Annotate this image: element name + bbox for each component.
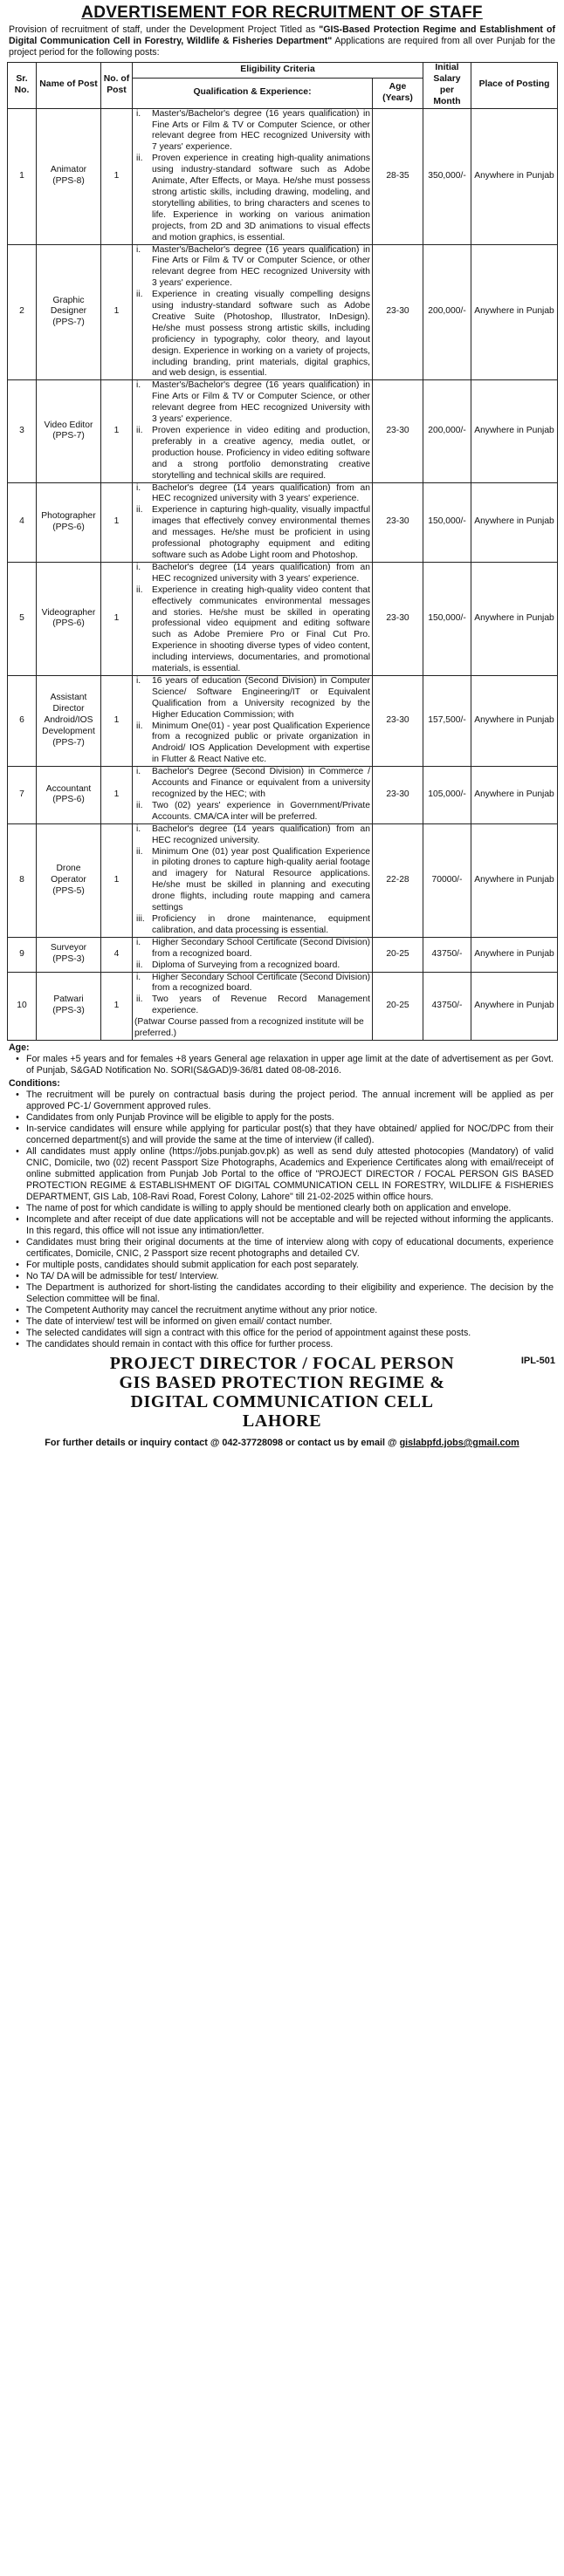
bullet-icon: • [16, 1202, 19, 1213]
qualification-item [134, 914, 370, 937]
cell-age: 23-30 [373, 482, 423, 562]
cell-salary: 157,500/- [423, 675, 471, 766]
qualification-note: (Patwar Course passed from a recognized institute will be preferred.) [134, 1017, 364, 1039]
cell-age: 23-30 [373, 244, 423, 380]
table-row [8, 823, 558, 937]
cell-salary: 43750/- [423, 937, 471, 972]
cell-salary: 70000/- [423, 823, 471, 937]
post-scale: (PPS-6) [52, 522, 85, 532]
post-name: Photographer [41, 510, 96, 521]
age-text: For males +5 years and for females +8 years General age relaxation in upper age limit at the date of advertisement as per Govt. of Punjab, S&GAD Notification No. SORI(S&GAD)9-36/81 dated 08-08-2016. [26, 1053, 554, 1076]
condition-text: The Department is authorized for short-listing the candidates according to their eligibility and experience. The decision by the Selection committee will be final. [26, 1281, 554, 1304]
contact-prefix: For further details or inquiry contact @ 042-37728098 or contact us by email @ [45, 1437, 400, 1448]
item-number: i. [136, 380, 141, 391]
cell-age: 23-30 [373, 562, 423, 675]
bullet-icon: • [16, 1111, 19, 1123]
item-number: ii. [136, 960, 143, 970]
qualification-list [134, 824, 370, 937]
intro-paragraph [0, 24, 564, 62]
bullet-icon: • [16, 1338, 19, 1349]
qualification-item [134, 767, 370, 801]
qualification-item [134, 505, 370, 562]
conditions-heading: Conditions: [9, 1077, 60, 1089]
item-number: i. [136, 823, 141, 834]
table-row [8, 972, 558, 1040]
item-text: Bachelor's degree (14 years qualification) from an HEC recognized university. [152, 823, 370, 845]
cell-sr: 4 [8, 482, 37, 562]
post-scale: (PPS-5) [52, 885, 85, 896]
cell-sr: 5 [8, 562, 37, 675]
cell-place: Anywhere in Punjab [471, 108, 558, 244]
item-number: i. [136, 675, 141, 686]
age-section [0, 1042, 564, 1350]
item-text: Proven experience in creating high-quality animations using industry-standard software such as Adobe Animate, After Effects, or Maya. He/she must possess strong artistic skills, including drawing, modeling, and storytelling abilities, to bring characters and scenes to life. Experience in working on various animation projects, from 2D and 3D animations to visual effects and motion graphics, is essential. [152, 154, 370, 243]
qualification-list [134, 380, 370, 482]
qualification-list [134, 109, 370, 244]
item-text: Experience in creating high-quality video content that effectively communicates environmental messages and stories. He/she must be skilled in operating professional video equipment and editing software such as Adobe Premiere Pro or Final Cut Pro. Experience in shooting diverse types of video content, including interviews, documentaries, and promotional materials, is essential. [152, 584, 370, 674]
cell-age: 22-28 [373, 823, 423, 937]
age-item [9, 1054, 554, 1076]
qualification-item [134, 824, 370, 847]
item-text: Master's/Bachelor's degree (16 years qualification) in Fine Arts or Film & TV or Computer Science, or other relevant degree from HEC recognized University with 3 years' experience. [152, 244, 370, 289]
table-row [8, 562, 558, 675]
cell-place: Anywhere in Punjab [471, 937, 558, 972]
item-number: ii. [136, 846, 143, 857]
cell-qualification [133, 823, 373, 937]
item-number: iii. [136, 913, 145, 924]
footer-line4: LAHORE [242, 1411, 322, 1431]
ipl-code: IPL-501 [520, 1355, 555, 1366]
table-row [8, 380, 558, 482]
bullet-icon: • [16, 1315, 19, 1327]
post-scale: (PPS-6) [52, 618, 85, 629]
bullet-icon: • [16, 1053, 19, 1064]
cell-salary: 200,000/- [423, 380, 471, 482]
bullet-icon: • [16, 1327, 19, 1338]
condition-item [9, 1112, 554, 1124]
post-scale: (PPS-7) [52, 431, 85, 441]
item-text: Two (02) years' experience in Government/Private Accounts. CMA/CA inter will be preferred. [152, 800, 370, 822]
item-text: Master's/Bachelor's degree (16 years qualification) in Fine Arts or Film & TV or Computer Science, or other relevant degree from HEC recognized University with 3 years' experience. [152, 380, 370, 425]
post-scale: (PPS-6) [52, 795, 85, 805]
header-post: Name of Post [37, 63, 101, 109]
qualification-item [134, 973, 370, 995]
item-text: Higher Secondary School Certificate (Second Division) from a recognized board. [152, 937, 370, 959]
qualification-list [134, 483, 370, 562]
header-num: No. of Post [101, 63, 133, 109]
header-eligibility: Eligibility Criteria [133, 63, 423, 79]
condition-text: All candidates must apply online (https://jobs.punjab.gov.pk) as well as send duly attested photocopies (Mandatory) of valid CNIC, Domicile, two (02) recent Passport Size Photographs, Academics and Experience Certificates along with email/receipt of online submitted application from Punjab Job Portal to the office of "PROJECT DIRECTOR / FOCAL PERSON GIS BASED PROTECTION REGIME & ESTABLISHMENT OF DIGITAL COMMUNICATION CELL IN FORESTRY, WILDLIFE & FISHERIES DEPARTMENT, GIS Lab, 108-Ravi Road, Forest Colony, Lahore" till 21-02-2025 within office hours. [26, 1145, 554, 1202]
bullet-icon: • [16, 1145, 19, 1157]
cell-qualification [133, 675, 373, 766]
cell-num: 1 [101, 823, 133, 937]
item-text: Diploma of Surveying from a recognized board. [152, 960, 340, 970]
table-row [8, 244, 558, 380]
qualification-item [134, 563, 370, 585]
bullet-icon: • [16, 1123, 19, 1134]
qualification-list [134, 938, 370, 972]
qualification-item [134, 847, 370, 914]
item-text: Bachelor's degree (14 years qualification) from an HEC recognized university with 3 years' experience. [152, 482, 370, 504]
post-name: Drone Operator [51, 863, 86, 885]
item-text: Master's/Bachelor's degree (16 years qualification) in Fine Arts or Film & TV or Computer Science, or other relevant degree from HEC recognized University with 7 years' experience. [152, 108, 370, 153]
condition-item [9, 1271, 554, 1282]
cell-age: 23-30 [373, 380, 423, 482]
qualification-list [134, 973, 370, 1018]
header-salary: Initial Salary per Month [423, 63, 471, 109]
condition-item [9, 1214, 554, 1237]
table-row [8, 937, 558, 972]
item-number: i. [136, 244, 141, 255]
condition-text: The name of post for which candidate is willing to apply should be mentioned clearly both on application and envelope. [26, 1202, 512, 1213]
cell-place: Anywhere in Punjab [471, 562, 558, 675]
cell-place: Anywhere in Punjab [471, 244, 558, 380]
cell-salary: 105,000/- [423, 767, 471, 824]
cell-age: 20-25 [373, 937, 423, 972]
qualification-list [134, 245, 370, 380]
item-text: Minimum One(01) - year post Qualification Experience from a recognized public or private organization in Android/ IOS Application Development with expertise in Flutter & React Native etc. [152, 721, 370, 765]
cell-num: 1 [101, 562, 133, 675]
item-text: Higher Secondary School Certificate (Second Division) from a recognized board. [152, 972, 370, 994]
cell-num: 1 [101, 767, 133, 824]
item-number: ii. [136, 290, 143, 300]
cell-post [37, 380, 101, 482]
condition-item [9, 1203, 554, 1214]
cell-sr: 7 [8, 767, 37, 824]
cell-qualification [133, 482, 373, 562]
footer [0, 1354, 564, 1431]
cell-post [37, 108, 101, 244]
footer-line2: GIS BASED PROTECTION REGIME & [119, 1372, 445, 1392]
cell-qualification [133, 767, 373, 824]
post-scale: (PPS-7) [52, 318, 85, 328]
condition-item [9, 1316, 554, 1328]
cell-post [37, 972, 101, 1040]
qualification-item [134, 721, 370, 767]
cell-qualification [133, 244, 373, 380]
qualification-item [134, 801, 370, 823]
post-name: Surveyor [50, 943, 87, 953]
bullet-icon: • [16, 1089, 19, 1100]
cell-place: Anywhere in Punjab [471, 972, 558, 1040]
header-age: Age (Years) [373, 78, 423, 108]
cell-sr: 2 [8, 244, 37, 380]
cell-place: Anywhere in Punjab [471, 767, 558, 824]
cell-sr: 10 [8, 972, 37, 1040]
item-number: ii. [136, 994, 143, 1005]
cell-place: Anywhere in Punjab [471, 482, 558, 562]
table-row [8, 108, 558, 244]
condition-item [9, 1124, 554, 1146]
posts-table [7, 62, 558, 1041]
post-name: Animator [50, 165, 87, 175]
cell-place: Anywhere in Punjab [471, 823, 558, 937]
cell-salary: 150,000/- [423, 482, 471, 562]
item-number: i. [136, 108, 141, 119]
condition-item [9, 1282, 554, 1305]
header-sr: Sr. No. [8, 63, 37, 109]
bullet-icon: • [16, 1281, 19, 1293]
cell-post [37, 244, 101, 380]
condition-item [9, 1090, 554, 1112]
item-number: ii. [136, 721, 143, 731]
cell-salary: 350,000/- [423, 108, 471, 244]
cell-sr: 6 [8, 675, 37, 766]
page-title: ADVERTISEMENT FOR RECRUITMENT OF STAFF [81, 3, 483, 22]
condition-item [9, 1146, 554, 1203]
condition-text: Candidates from only Punjab Province will be eligible to apply for the posts. [26, 1111, 334, 1123]
cell-sr: 1 [8, 108, 37, 244]
cell-num: 4 [101, 937, 133, 972]
cell-age: 23-30 [373, 675, 423, 766]
header-place: Place of Posting [471, 63, 558, 109]
post-name: Videographer [41, 607, 96, 618]
cell-place: Anywhere in Punjab [471, 675, 558, 766]
cell-num: 1 [101, 482, 133, 562]
qualification-item [134, 426, 370, 482]
condition-item [9, 1260, 554, 1271]
cell-post [37, 482, 101, 562]
condition-text: In-service candidates will ensure while applying for particular post(s) that they have obtained/ applied for NOC/DPC from their concerned department(s) and will provide the same at the time of interview (if called). [26, 1123, 554, 1145]
cell-qualification [133, 972, 373, 1040]
condition-text: The candidates should remain in contact with this office for further process. [26, 1338, 334, 1349]
contact-line [0, 1431, 564, 1448]
cell-sr: 9 [8, 937, 37, 972]
post-scale: (PPS-3) [52, 1006, 85, 1016]
footer-line1: PROJECT DIRECTOR / FOCAL PERSON [109, 1353, 455, 1373]
post-scale: (PPS-7) [52, 737, 85, 748]
age-heading: Age: [9, 1042, 30, 1053]
item-text: Experience in capturing high-quality, visually impactful images that effectively convey environmental themes and messages. He/she must be proficient in using professional photography equipment and editing software such as Adobe Light room and Photoshop. [152, 505, 370, 560]
item-text: Proficiency in drone maintenance, equipment calibration, and data processing is essential. [152, 913, 370, 935]
cell-salary: 150,000/- [423, 562, 471, 675]
cell-place: Anywhere in Punjab [471, 380, 558, 482]
qualification-item [134, 960, 370, 972]
table-row [8, 675, 558, 766]
cell-sr: 3 [8, 380, 37, 482]
item-text: Bachelor's degree (14 years qualification) from an HEC recognized university with 3 years' experience. [152, 562, 370, 584]
item-number: i. [136, 767, 141, 777]
qualification-item [134, 109, 370, 154]
table-body [8, 108, 558, 1040]
cell-salary: 200,000/- [423, 244, 471, 380]
qualification-item [134, 676, 370, 721]
intro-part1: Provision of recruitment of staff, under the Development Project Titled as [9, 24, 320, 35]
bullet-icon: • [16, 1236, 19, 1247]
post-name: Patwari [53, 994, 84, 1005]
item-text: Two years of Revenue Record Management experience. [152, 994, 370, 1016]
item-number: i. [136, 482, 141, 493]
cell-age: 23-30 [373, 767, 423, 824]
condition-item [9, 1237, 554, 1260]
cell-post [37, 675, 101, 766]
item-number: ii. [136, 800, 143, 810]
post-scale: (PPS-3) [52, 954, 85, 965]
item-number: i. [136, 562, 141, 572]
condition-text: For multiple posts, candidates should submit application for each post separately. [26, 1259, 359, 1270]
bullet-icon: • [16, 1304, 19, 1315]
condition-text: The date of interview/ test will be informed on given email/ contact number. [26, 1315, 333, 1327]
qualification-item [134, 483, 370, 506]
condition-text: The recruitment will be purely on contractual basis during the project period. The annual increment will be applied as per approved PC-1/ Government approved rules. [26, 1089, 554, 1111]
condition-item [9, 1339, 554, 1350]
footer-line3: DIGITAL COMMUNICATION CELL [130, 1391, 434, 1411]
bullet-icon: • [16, 1259, 19, 1270]
item-number: ii. [136, 154, 143, 164]
cell-num: 1 [101, 972, 133, 1040]
cell-qualification [133, 937, 373, 972]
cell-post [37, 937, 101, 972]
cell-age: 28-35 [373, 108, 423, 244]
condition-text: Incomplete and after receipt of due date applications will not be acceptable and will be rejected without informing the applicants. In this regard, this office will not issue any intimation/letter. [26, 1213, 554, 1236]
cell-post [37, 823, 101, 937]
cell-salary: 43750/- [423, 972, 471, 1040]
item-text: Proven experience in video editing and production, preferably in a creative agency, media outlet, or production house. Proficiency in video editing software and a strong portfolio demonstrating creative storytelling and technical skills are required. [152, 426, 370, 481]
item-text: 16 years of education (Second Division) in Computer Science/ Software Engineering/IT or Equivalent Qualification from a University recognized by the Higher Education Commission; with [152, 675, 370, 720]
qualification-item [134, 154, 370, 243]
condition-item [9, 1328, 554, 1339]
cell-num: 1 [101, 108, 133, 244]
cell-qualification [133, 562, 373, 675]
post-scale: (PPS-8) [52, 176, 85, 187]
qualification-list [134, 563, 370, 675]
item-text: Bachelor's Degree (Second Division) in Commerce / Accounts and Finance or equivalent from a university recognized by the HEC; with [152, 767, 370, 799]
cell-num: 1 [101, 675, 133, 766]
condition-text: Candidates must bring their original documents at the time of interview along with copy of educational documents, experience certificates, Domicile, CNIC, 2 Passport size recent photographs and detailed CV. [26, 1236, 554, 1259]
cell-num: 1 [101, 244, 133, 380]
header-qual: Qualification & Experience: [133, 78, 373, 108]
cell-qualification [133, 108, 373, 244]
post-name: Accountant [45, 783, 92, 794]
post-name: Assistant Director Android/IOS Development [42, 693, 95, 737]
table-row [8, 767, 558, 824]
table-row [8, 482, 558, 562]
post-name: Video Editor [44, 420, 93, 430]
intro-part2: Applications are required from all over Punjab for the project period for the following posts: [9, 36, 555, 58]
condition-item [9, 1305, 554, 1316]
qualification-item [134, 290, 370, 379]
item-number: ii. [136, 505, 143, 516]
cell-num: 1 [101, 380, 133, 482]
item-number: i. [136, 972, 141, 982]
condition-text: The Competent Authority may cancel the recruitment anytime without any prior notice. [26, 1304, 378, 1315]
intro-project-title: "GIS-Based Protection Regime and Establishment of Digital Communication Cell in Forestry, Wildlife & Fisheries Department" [9, 24, 555, 46]
cell-post [37, 562, 101, 675]
post-name: Graphic Designer [50, 295, 87, 317]
qualification-item [134, 585, 370, 675]
cell-age: 20-25 [373, 972, 423, 1040]
cell-sr: 8 [8, 823, 37, 937]
qualification-item [134, 994, 370, 1017]
item-number: i. [136, 937, 141, 947]
conditions-list [9, 1090, 554, 1350]
condition-text: The selected candidates will sign a contract with this office for the period of appointment against these posts. [26, 1327, 471, 1338]
qualification-list [134, 676, 370, 766]
cell-post [37, 767, 101, 824]
item-number: ii. [136, 426, 143, 435]
cell-qualification [133, 380, 373, 482]
qualification-item [134, 380, 370, 426]
item-text: Minimum One (01) year post Qualification Experience in piloting drones to capture high-quality aerial footage and imagery for Natural Resource applications. He/she must be skilled in planning and executing drone flights, including route mapping and camera settings [152, 846, 370, 913]
qualification-item [134, 245, 370, 290]
item-text: Experience in creating visually compelling designs using industry-standard software such as Adobe Creative Suite (Photoshop, Illustrator, InDesign). He/she must possess strong artistic skills, including proficiency in typography, color theory, and layout design. Experience in working on a variety of projects, including branding, print materials, digital graphics, and web design, is essential. [152, 290, 370, 379]
qualification-item [134, 938, 370, 960]
condition-text: No TA/ DA will be admissible for test/ Interview. [26, 1270, 219, 1281]
bullet-icon: • [16, 1213, 19, 1225]
qualification-list [134, 767, 370, 823]
item-number: ii. [136, 584, 143, 595]
bullet-icon: • [16, 1270, 19, 1281]
contact-email-link[interactable]: gislabpfd.jobs@gmail.com [399, 1437, 519, 1448]
